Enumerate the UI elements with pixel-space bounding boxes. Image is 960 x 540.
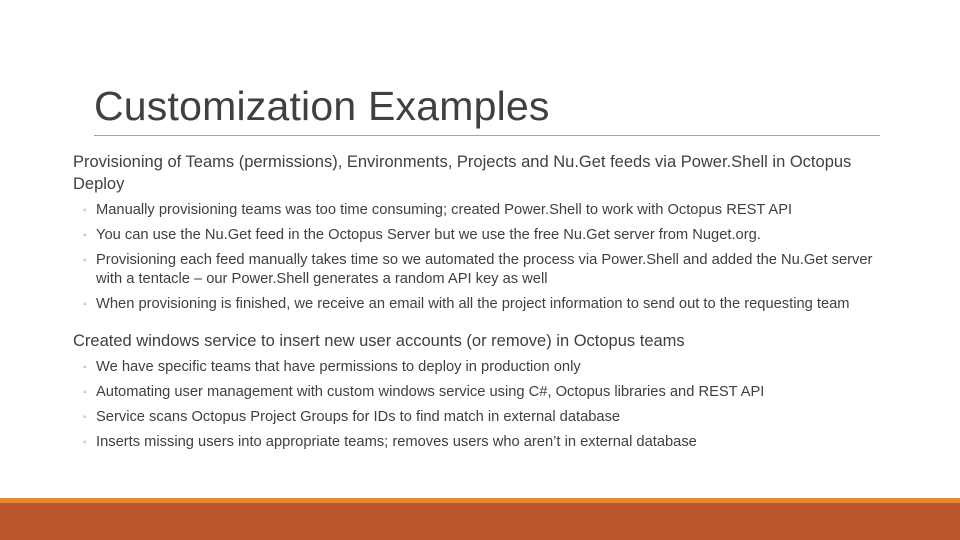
- bullet-list: [73, 201, 893, 314]
- slide-content: [73, 151, 893, 458]
- list-item: [73, 226, 893, 245]
- list-item-text: You can use the Nu.Get feed in the Octopus Server but we use the free Nu.Get server from Nuget.org.: [96, 227, 761, 243]
- list-item: [73, 201, 893, 220]
- bullet-list: [73, 358, 893, 452]
- bullet-icon: ◦: [83, 387, 87, 398]
- section-heading: Provisioning of Teams (permissions), Environments, Projects and Nu.Get feeds via Power.Shell in Octopus Deploy: [73, 153, 852, 193]
- list-item: [73, 251, 893, 289]
- list-item: [73, 295, 893, 314]
- list-item-text: Service scans Octopus Project Groups for IDs to find match in external database: [96, 409, 621, 425]
- bullet-icon: ◦: [83, 412, 87, 423]
- title-divider: [94, 135, 880, 136]
- list-item-text: We have specific teams that have permissions to deploy in production only: [96, 359, 581, 375]
- list-item-text: Provisioning each feed manually takes time so we automated the process via Power.Shell and added the Nu.Get server with a tentacle – our Power.Shell generates a random API key as well: [96, 252, 873, 287]
- list-item: [73, 383, 893, 402]
- list-item-text: Inserts missing users into appropriate teams; removes users who aren’t in external database: [96, 434, 697, 450]
- section-heading: Created windows service to insert new user accounts (or remove) in Octopus teams: [73, 332, 685, 350]
- bullet-icon: ◦: [83, 255, 87, 266]
- list-item-text: When provisioning is finished, we receive an email with all the project information to send out to the requesting team: [96, 296, 850, 312]
- list-item: [73, 408, 893, 427]
- bullet-icon: ◦: [83, 437, 87, 448]
- list-item: [73, 358, 893, 377]
- bullet-icon: ◦: [83, 362, 87, 373]
- slide-title: Customization Examples: [94, 83, 550, 129]
- list-item-text: Manually provisioning teams was too time consuming; created Power.Shell to work with Octopus REST API: [96, 202, 793, 218]
- list-item: [73, 433, 893, 452]
- footer-bar: [0, 503, 960, 540]
- list-item-text: Automating user management with custom windows service using C#, Octopus libraries and REST API: [96, 384, 765, 400]
- section-windows-service: [73, 330, 893, 452]
- section-provisioning: [73, 151, 893, 314]
- bullet-icon: ◦: [83, 299, 87, 310]
- bullet-icon: ◦: [83, 230, 87, 241]
- bullet-icon: ◦: [83, 205, 87, 216]
